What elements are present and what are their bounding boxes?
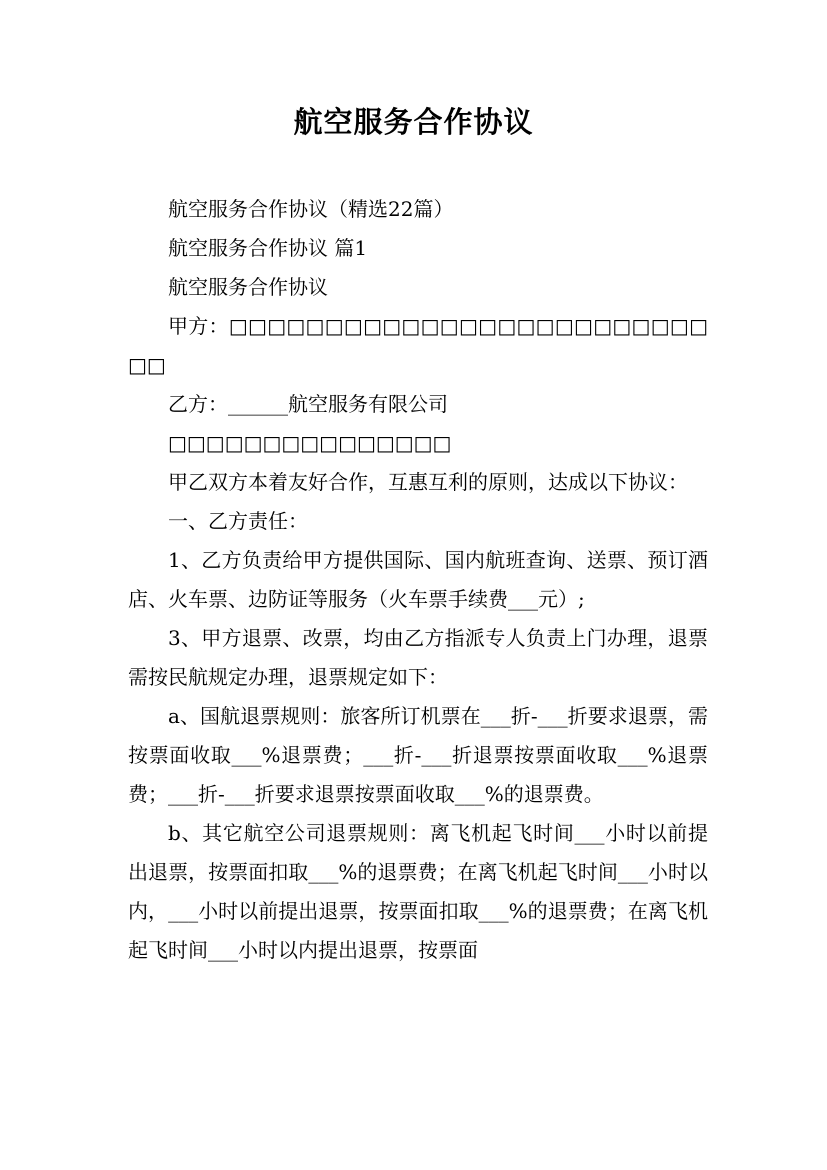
document-title: 航空服务合作协议 — [293, 105, 534, 139]
paragraph-clause-3: 3、甲方退票、改票，均由乙方指派专人负责上门办理，退票需按民航规定办理，退票规定如下： — [128, 626, 708, 689]
paragraph-party-a: 甲方：□□□□□□□□□□□□□□□□□□□□□□□□□□□ — [128, 314, 708, 377]
paragraph-party-b: 乙方：______航空服务有限公司 — [168, 392, 448, 416]
paragraph-subtitle: 航空服务合作协议（精选22篇） — [168, 197, 454, 221]
paragraph-section-heading: 航空服务合作协议 篇1 — [168, 236, 368, 260]
paragraph-clause-1: 1、乙方负责给甲方提供国际、国内航班查询、送票、预订酒店、火车票、边防证等服务（火车票手续费___元）; — [128, 548, 708, 611]
paragraph-placeholder-boxes: □□□□□□□□□□□□□□□ — [168, 431, 452, 455]
paragraph-party-b-duties-heading: 一、乙方责任： — [168, 509, 308, 533]
paragraph-preamble: 甲乙双方本着友好合作，互惠互利的原则，达成以下协议： — [168, 470, 688, 494]
paragraph-agreement-name: 航空服务合作协议 — [168, 275, 328, 299]
paragraph-clause-b: b、其它航空公司退票规则：离飞机起飞时间___小时以前提出退票，按票面扣取___%的退票费；在离飞机起飞时间___小时以内，___小时以前提出退票，按票面扣取___%的退票费；在离飞机起飞时间___小时以内提出退票，按票面 — [128, 821, 708, 962]
paragraph-clause-a: a、国航退票规则：旅客所订机票在___折-___折要求退票，需按票面收取___%退票费；___折-___折退票按票面收取___%退票费；___折-___折要求退票按票面收取___%的退票费。 — [128, 704, 708, 806]
document-body — [128, 190, 708, 970]
